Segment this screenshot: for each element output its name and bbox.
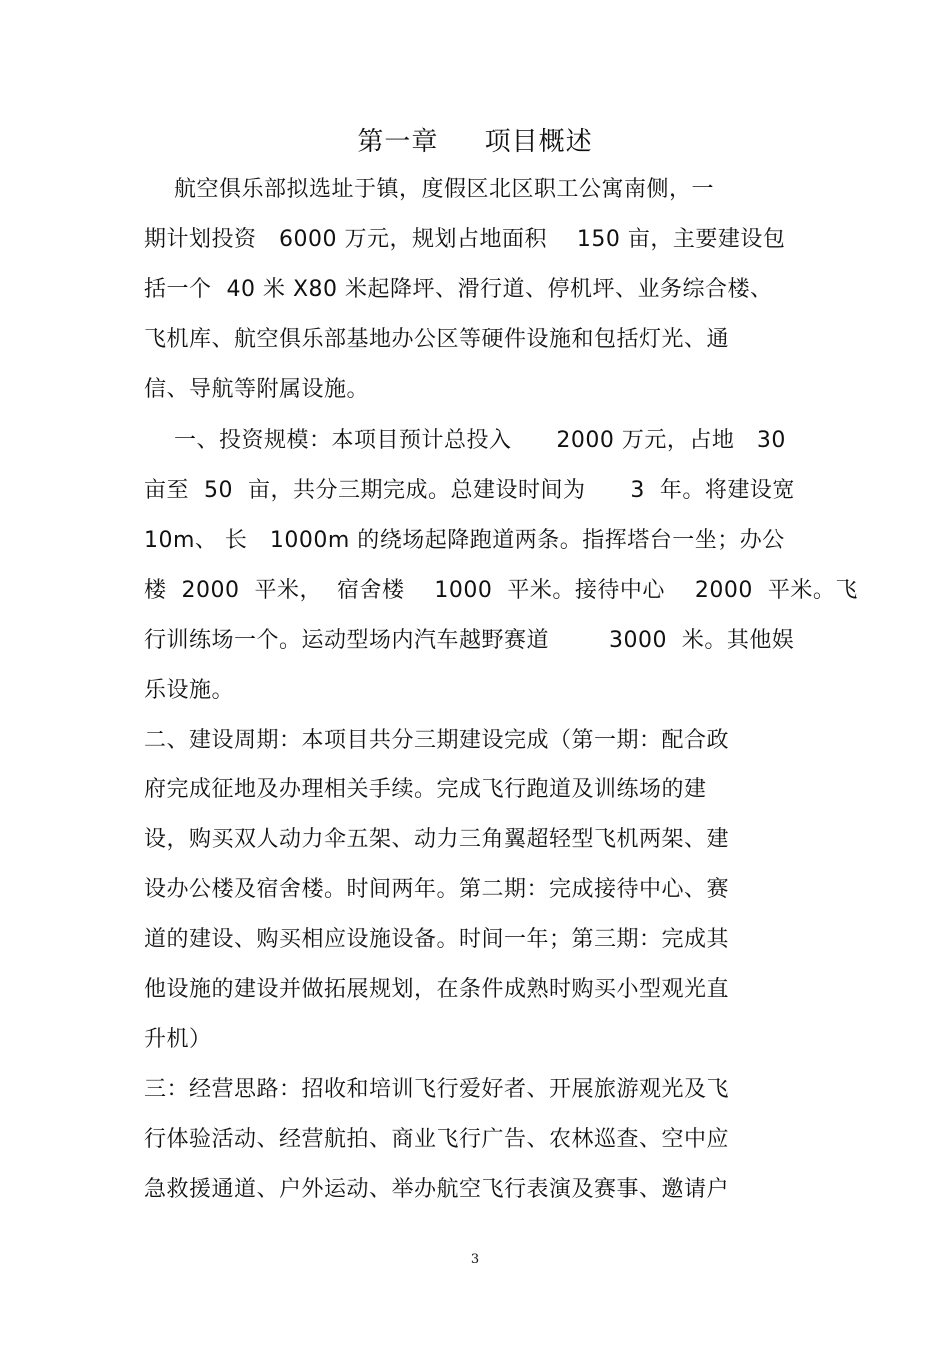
- body-line: 设办公楼及宿舍楼。时间两年。第二期：完成接待中心、赛: [144, 877, 730, 902]
- body-line: 行体验活动、经营航拍、商业飞行广告、农林巡查、空中应: [144, 1127, 730, 1152]
- body-line: 航空俱乐部拟选址于镇，度假区北区职工公寓南侧，一: [144, 177, 714, 202]
- body-line: 他设施的建设并做拓展规划，在条件成熟时购买小型观光直: [144, 977, 730, 1002]
- body-line: 设，购买双人动力伞五架、动力三角翼超轻型飞机两架、建: [144, 827, 730, 852]
- body-line: 楼 2000 平米， 宿舍楼 1000 平米。接待中心 2000 平米。飞: [144, 578, 858, 603]
- body-line: 行训练场一个。运动型场内汽车越野赛道 3000 米。其他娱: [144, 628, 795, 653]
- body-line: 三：经营思路：招收和培训飞行爱好者、开展旅游观光及飞: [144, 1077, 730, 1102]
- body-line: 亩至 50 亩，共分三期完成。总建设时间为 3 年。将建设宽: [144, 478, 795, 503]
- body-line: 信、导航等附属设施。: [144, 377, 370, 402]
- body-line: 升机）: [144, 1027, 212, 1052]
- body-line: 一、投资规模：本项目预计总投入 2000 万元，占地 30: [144, 428, 786, 453]
- body-line: 飞机库、航空俱乐部基地办公区等硬件设施和包括灯光、通: [144, 327, 730, 352]
- body-line: 急救援通道、户外运动、举办航空飞行表演及赛事、邀请户: [144, 1177, 730, 1202]
- body-line: 括一个 40 米 X80 米起降坪、滑行道、停机坪、业务综合楼、: [144, 277, 773, 302]
- body-line: 道的建设、购买相应设施设备。时间一年；第三期：完成其: [144, 927, 730, 952]
- body-line: 期计划投资 6000 万元，规划占地面积 150 亩，主要建设包: [144, 227, 786, 252]
- body-line: 乐设施。: [144, 678, 235, 703]
- body-line: 10m、 长 1000m 的绕场起降跑道两条。指挥塔台一坐；办公: [144, 528, 785, 553]
- body-line: 二、建设周期：本项目共分三期建设完成（第一期：配合政: [144, 728, 730, 753]
- body-line: 府完成征地及办理相关手续。完成飞行跑道及训练场的建: [144, 777, 707, 802]
- chapter-title: 第一章 项目概述: [357, 127, 593, 157]
- page-number: 3: [470, 1252, 480, 1267]
